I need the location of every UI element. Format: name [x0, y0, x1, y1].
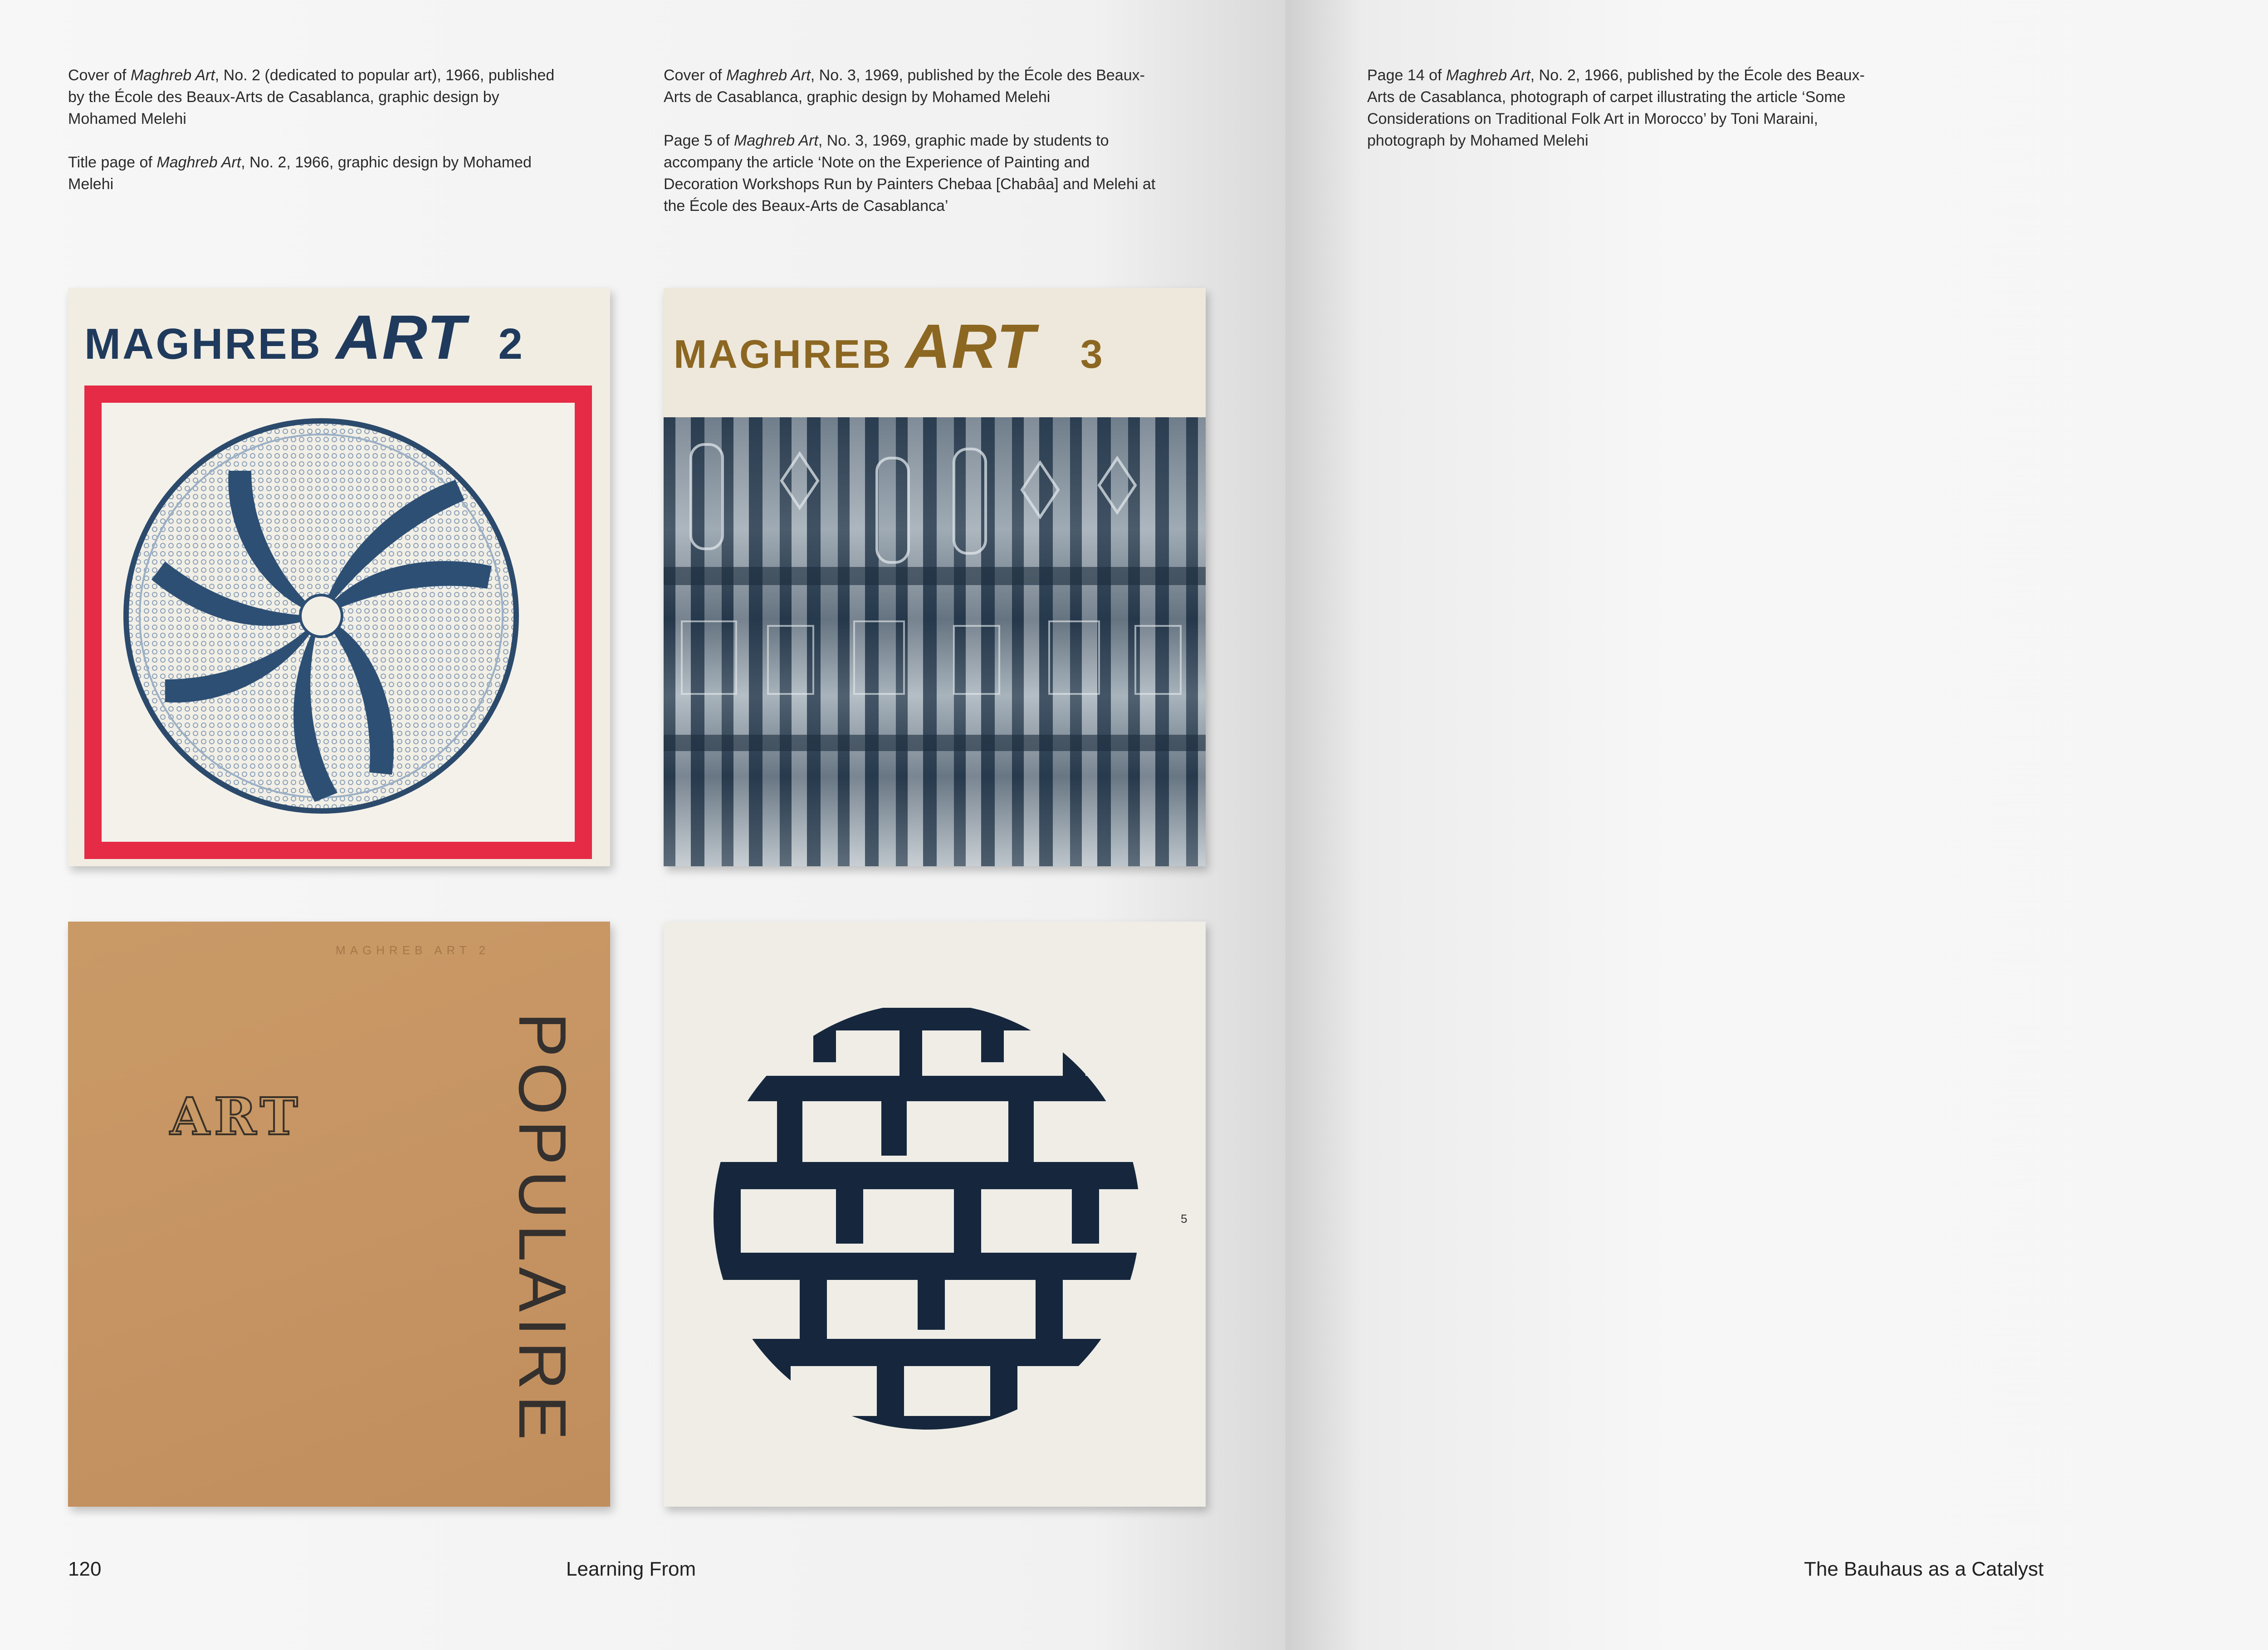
red-frame	[84, 386, 592, 859]
page-5-number: 5	[1181, 1212, 1188, 1225]
caption-page-5: Page 5 of Maghreb Art, No. 3, 1969, graphic made by students to accompany the article ‘Note on the Experience of Painting and Decoration Workshops Run by Painters Chebaa [Chabâa] and Melehi at the École des Beaux-Arts de Casablanca’	[664, 132, 1156, 215]
caption-cover-2: Cover of Maghreb Art, No. 2 (dedicated to popular art), 1966, published by the École des Beaux-Arts de Casablanca, graphic design by Mohamed Melehi	[68, 67, 555, 127]
caption-column-left	[68, 64, 572, 217]
caption-column-right	[1367, 64, 1884, 173]
caption-page-14: Page 14 of Maghreb Art, No. 2, 1966, published by the École des Beaux-Arts de Casablanca, photograph of carpet illustrating the article ‘Some Considerations on Traditional Folk Art in Morocco’ by Toni Maraini, photograph by Mohamed Melehi	[1367, 67, 1865, 149]
carved-ceiling-photo	[664, 417, 1206, 866]
maghreb-art-2-cover	[68, 288, 610, 866]
running-title-left: Learning From	[566, 1558, 696, 1580]
cover-2-masthead: MAGHREB ART 2	[84, 303, 524, 372]
title-page-art-word: ART	[170, 1087, 303, 1147]
title-page-small-heading: MAGHREB ART 2	[336, 943, 490, 957]
right-page	[1286, 0, 2268, 1650]
kufic-calligraphy-circle	[664, 922, 1206, 1507]
running-title-right: The Bauhaus as a Catalyst	[1804, 1558, 2044, 1580]
basket-spiral-illustration	[102, 403, 541, 842]
caption-title-page: Title page of Maghreb Art, No. 2, 1966, graphic design by Mohamed Melehi	[68, 154, 532, 193]
folio-left: 120	[68, 1558, 102, 1580]
caption-column-middle	[664, 64, 1167, 239]
maghreb-art-3-cover	[664, 288, 1206, 866]
caption-cover-3: Cover of Maghreb Art, No. 3, 1969, published by the École des Beaux-Arts de Casablanca, graphic design by Mohamed Melehi	[664, 67, 1145, 106]
title-page-populaire-word: POPULAIRE	[505, 1012, 580, 1446]
maghreb-art-3-page-5	[664, 922, 1206, 1507]
cover-3-masthead: MAGHREB ART 3	[674, 312, 1105, 381]
art-populaire-title-page	[68, 922, 610, 1507]
